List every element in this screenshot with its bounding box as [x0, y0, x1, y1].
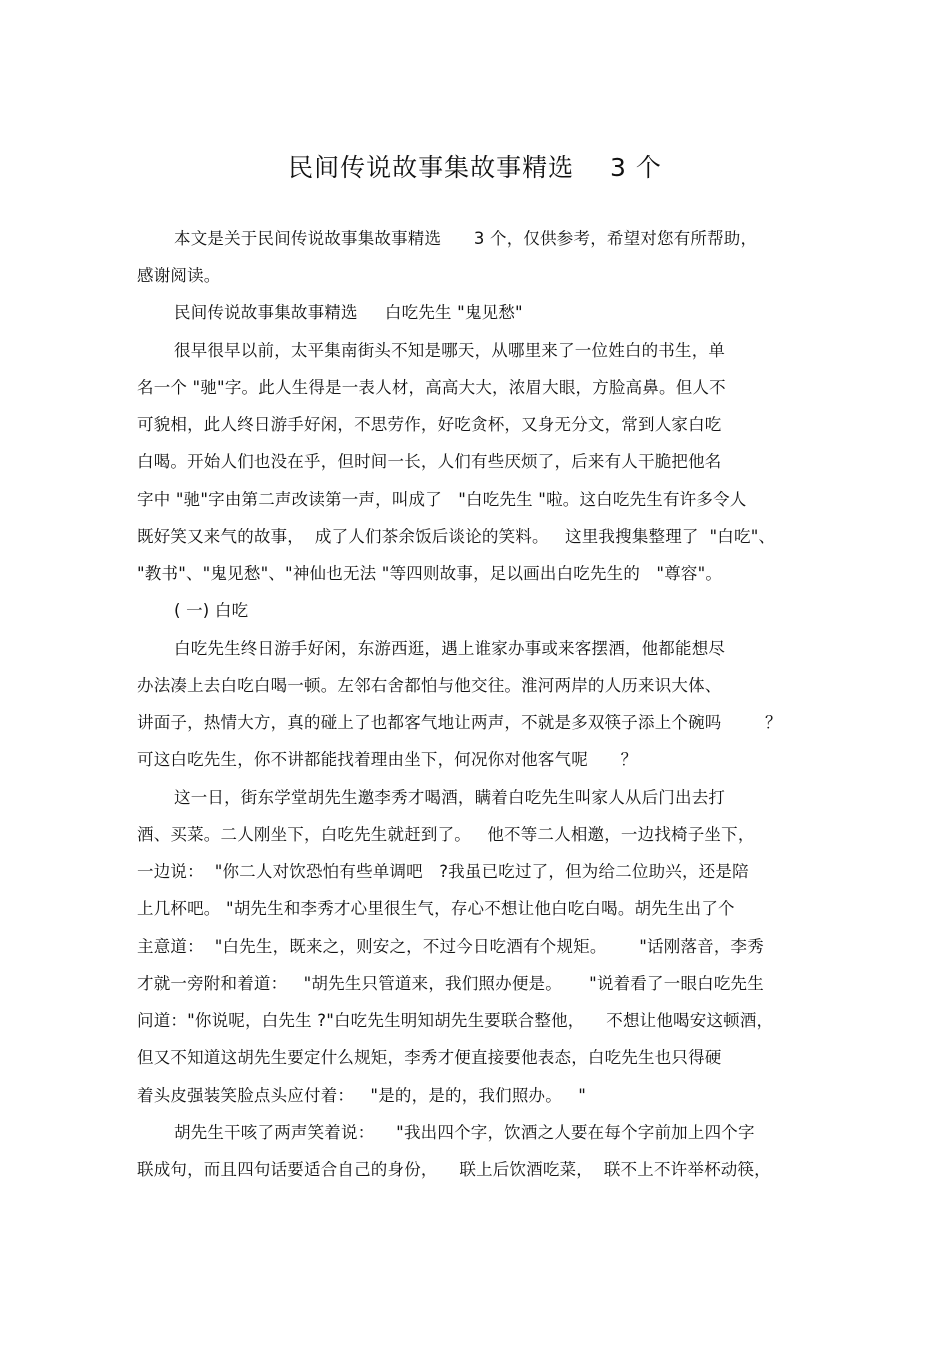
section-heading: 民间传说故事集故事精选 白吃先生 "鬼见愁": [174, 303, 523, 322]
paragraph-line: 办法凑上去白吃白喝一顿。左邻右舍都怕与他交往。淮河两岸的人历来识大体、: [137, 676, 722, 695]
paragraph-line: 问道："你说呢，白先生 ?"白吃先生明知胡先生要联合整他， 不想让他喝安这顿酒，: [137, 1011, 774, 1030]
paragraph-line: "教书"、"鬼见愁"、"神仙也无法 "等四则故事，足以画出白吃先生的 "尊容"。: [137, 564, 723, 583]
paragraph-line: 可貌相，此人终日游手好闲，不思劳作，好吃贪杯，又身无分文，常到人家白吃: [137, 415, 722, 434]
paragraph-line: 主意道： "白先生，既来之，则安之，不过今日吃酒有个规矩。 "话刚落音，李秀: [137, 937, 764, 956]
paragraph-line: 着头皮强装笑脸点头应付着： "是的，是的，我们照办。 ": [137, 1086, 587, 1105]
paragraph-line: 白吃先生终日游手好闲，东游西逛，遇上谁家办事或来客摆酒，他都能想尽: [174, 639, 726, 658]
paragraph-line: 酒、买菜。二人刚坐下，白吃先生就赶到了。 他不等二人相邀，一边找椅子坐下，: [137, 825, 755, 844]
paragraph-line: 胡先生干咳了两声笑着说： "我出四个字，饮酒之人要在每个字前加上四个字: [174, 1123, 755, 1142]
paragraph-line: 既好笑又来气的故事， 成了人们茶余饭后谈论的笑料。 这里我搜集整理了 "白吃"、: [137, 527, 776, 546]
document-title: 民间传说故事集故事精选 3 个: [288, 153, 662, 182]
subsection-heading: ( 一) 白吃: [174, 601, 249, 620]
paragraph-line: 名一个 "驰"字。此人生得是一表人材，高高大大，浓眉大眼，方脸高鼻。但人不: [137, 378, 726, 397]
paragraph-line: 可这白吃先生，你不讲都能找着理由坐下，何况你对他客气呢 ？: [137, 750, 638, 769]
paragraph-line: 一边说： "你二人对饮恐怕有些单调吧 ?我虽已吃过了，但为给二位助兴，还是陪: [137, 862, 749, 881]
intro-line-2: 感谢阅读。: [137, 266, 221, 285]
paragraph-line: 才就一旁附和着道： "胡先生只管道来，我们照办便是。 "说着看了一眼白吃先生: [137, 974, 764, 993]
paragraph-line: 白喝。开始人们也没在乎，但时间一长，人们有些厌烦了，后来有人干脆把他名: [137, 452, 722, 471]
paragraph-line: 这一日，街东学堂胡先生邀李秀才喝酒，瞒着白吃先生叫家人从后门出去打: [174, 788, 726, 807]
paragraph-line: 很早很早以前，太平集南街头不知是哪天，从哪里来了一位姓白的书生，单: [174, 341, 726, 360]
paragraph-line: 联成句，而且四句话要适合自己的身份， 联上后饮酒吃菜， 联不上不许举杯动筷，: [137, 1160, 771, 1179]
paragraph-line: 上几杯吧。 "胡先生和李秀才心里很生气，存心不想让他白吃白喝。胡先生出了个: [137, 899, 735, 918]
paragraph-line: 但又不知道这胡先生要定什么规矩，李秀才便直接要他表态，白吃先生也只得硬: [137, 1048, 722, 1067]
intro-line-1: 本文是关于民间传说故事集故事精选 3 个，仅供参考，希望对您有所帮助，: [174, 229, 758, 248]
paragraph-line: 字中 "驰"字由第二声改读第一声，叫成了 "白吃先生 "啦。这白吃先生有许多令人: [137, 490, 747, 509]
paragraph-line: 讲面子，热情大方，真的碰上了也都客气地让两声，不就是多双筷子添上个碗吗 ？: [137, 713, 782, 732]
